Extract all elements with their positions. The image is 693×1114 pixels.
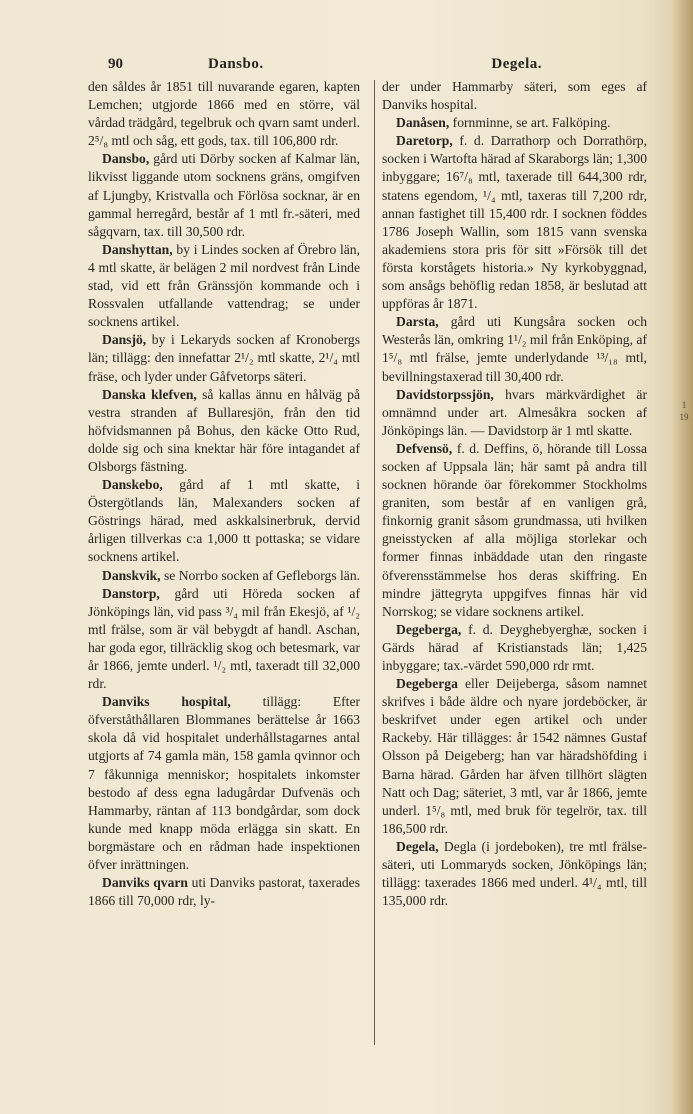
entry: Danskebo, gård af 1 mtl skatte, i Östergötlands län, Malexanders socken af Göstrings härad, med askkalsinerbruk, dervid årligen tillverkas c:a 1,000 tt pottaska; se vidare socknens artikel. — [88, 477, 361, 565]
edge-fragment: 19 — [679, 412, 689, 422]
entry: den såldes år 1851 till nuvarande egaren, kapten Lemchen; utgjorde 1866 med en större, väl vårdad trädgård, tegelbruk och qvarn samt underl. 2⁵/₈ mtl och såg, ett gods, tax. till 106,800 rdr. — [88, 79, 360, 149]
column-divider — [374, 80, 375, 1045]
page-number: 90 — [108, 56, 123, 72]
entry: Defvensö, f. d. Deffins, ö, hörande till Lossa socken af Uppsala län; här samt på andra till socknen hörande öar förekommer Stockholms graniten, som består af en vanligen grå, finkornig granit såsom grundmassa, uti hvilken gneisstycken af alla möjliga storlekar och former finnas inbäddade utan den ringaste öfverensstämmelse hos deras skiffring. En mindre jättegryta uppgifves finnas här vid Norrskog; se vidare socknens artikel. — [382, 440, 647, 619]
entry: Danviks qvarn uti Danviks pastorat, taxerades 1866 till 70,000 rdr, ly- — [88, 875, 361, 909]
header-right-word: Degela. — [491, 56, 542, 72]
entry: Daretorp, f. d. Darrathorp och Dorrathörp, socken i Wartofta härad af Skaraborgs län; 1,300 inbyggare; 16⁷/₈ mtl, taxerade till 644,300 rdr, statens egendom, ¹/₄ mtl, taxeras till 7,200 rdr, annan fastighet till 15,400 rdr. I socknen föddes 1786 Joseph Wallin, som 1815 vann svenska akademiens stora pris för sitt »Försök till det första korstågets historia.» Ny kyrkobyggnad, som ansågs behöflig redan 1858, är beslutad att uppföras år 1871. — [382, 133, 647, 312]
entry: Davidstorpssjön, hvars märkvärdighet är omnämnd under art. Almesåkra socken af Jönköpings län. — Davidstorp är 1 mtl skatte. — [382, 386, 647, 438]
entry: Danska klefven, så kallas ännu en hålväg på vestra stranden af Bullaresjön, från den tid höfvidsmannen på Bohus, den käcke Otto Rud, dolde sig och sina knektar här före intagandet af Olsborgs fästning. — [88, 386, 360, 474]
entry: Danshyttan, by i Lindes socken af Örebro län, 4 mtl skatte, är belägen 2 mil nordvest från Linde stad, vid ett från Gränssjön kommande och i Rossvalen utfallande vattendrag; se under socknens artikel. — [88, 241, 360, 330]
entry: Danstorp, gård uti Höreda socken af Jönköpings län, vid pass ³/₄ mil från Ekesjö, af ¹/₂ mtl frälse, som är väl bebygdt af handl. Aschan, har goda egor, tillräcklig skog och betesmark, var år 1866, jemte underl. ¹/₂ mtl, taxeradt till 32,000 rdr. — [88, 585, 360, 692]
entry: der under Hammarby säteri, som eges af Danviks hospital. — [382, 79, 647, 113]
entry: Darsta, gård uti Kungsåra socken och Westerås län, omkring 1¹/₂ mil från Enköping, af 1⁵/₈ mtl frälse, jemte underlydande ¹³/₁₈ mtl, bevillningstaxerad till 30,400 rdr. — [382, 314, 647, 384]
entry: Degela, Degla (i jordeboken), tre mtl frälse-säteri, uti Lommaryds socken, Jönköpings län; tillägg: taxerades 1866 med underl. 4¹/₄ mtl, till 135,000 rdr. — [382, 838, 647, 909]
left-column — [88, 78, 360, 910]
entry: Danviks hospital, tillägg: Efter öfverståthållaren Blommanes berättelse år 1663 skola då vid hospitalet underhållstagarnes antal utgjorts af 74 gamla män, 158 gamla qvinnor och 7 fåkunniga menniskor; hospitalets inkomster bestodo af dess egna ladugårdar Dufvenäs och Hammarby, räntan af 113 bondgårdar, som dock kunde med knapp möda erlägga sin skatt. En borgmästare och en rådman hade inspektionen öfver inrättningen. — [88, 694, 360, 873]
entry: Dansbo, gård uti Dörby socken af Kalmar län, likvisst liggande utom socknens gräns, omgifven af Ljungby, Kristvalla och Förlösa socknar, är en gammal herregård, består af 1 mtl fr.-säteri, med sågqvarn, tax. till 30,500 rdr. — [88, 151, 360, 239]
edge-fragment: 1 — [681, 400, 687, 410]
right-column — [382, 78, 647, 910]
entry: Danskvik, se Norrbo socken af Gefleborgs län. — [102, 567, 361, 583]
entry: Degeberga eller Deijeberga, såsom namnet skrifves i både äldre och nyare jordeböcker, är beskrifvet under egen artikel och under Rackeby. Här tillägges: år 1542 nämnes Gustaf Olsson på Deigeberg; han var häradshöfding i Barna härad. Gården har äfven tillhört slägten Natt och Dag; säteriet, 3 mtl, var år 1866, jemte underl. 1⁵/₈ mtl, med bruk för tegelrör, tax. till 186,500 rdr. — [382, 676, 647, 836]
next-page-edge — [671, 0, 693, 1114]
entry: Dansjö, by i Lekaryds socken af Kronobergs län; tillägg: den innefattar 2¹/₂ mtl skatte, 2¹/₄ mtl fräse, och lyder under Gåfvetorps säteri. — [88, 332, 360, 384]
entry: Danåsen, fornminne, se art. Falköping. — [396, 115, 611, 131]
entry: Degeberga, f. d. Deyghebyerghæ, socken i Gärds härad af Kristianstads län; 1,425 inbyggare; tax.-värdet 590,000 rdr rmt. — [382, 621, 647, 673]
header-left-word: Dansbo. — [208, 56, 264, 72]
running-header — [108, 56, 542, 78]
